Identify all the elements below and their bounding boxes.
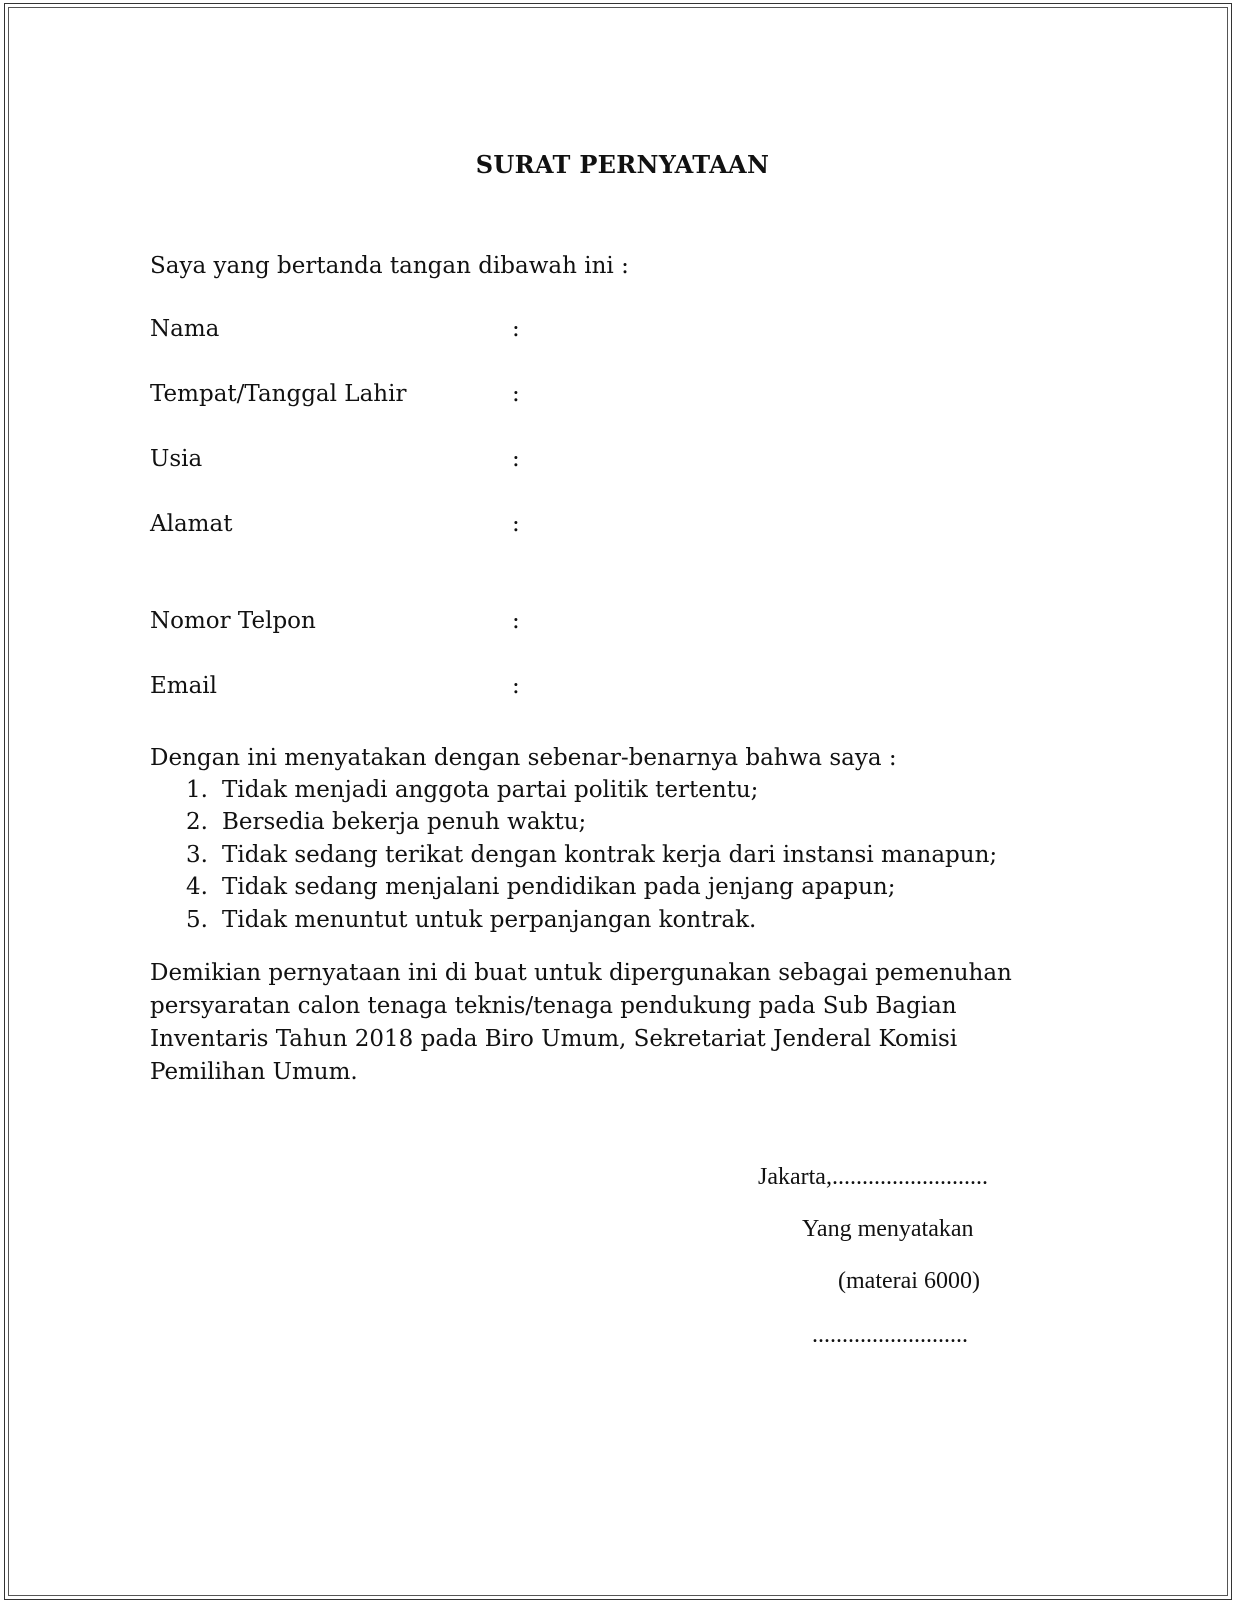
field-colon: :	[512, 673, 520, 699]
signature-materai: (materai 6000)	[838, 1268, 980, 1294]
closing-line: Demikian pernyataan ini di buat untuk dipergunakan sebagai pemenuhan	[150, 960, 1012, 986]
field-label-usia: Usia	[150, 446, 203, 472]
list-item-number: 1.	[186, 777, 208, 803]
list-item-number: 4.	[186, 874, 208, 900]
list-item-text: Tidak menjadi anggota partai politik tertentu;	[222, 777, 759, 803]
list-item-number: 2.	[186, 809, 208, 835]
field-label-alamat: Alamat	[150, 511, 233, 537]
statement-text: Dengan ini menyatakan dengan sebenar-benarnya bahwa saya :	[150, 745, 897, 771]
document-title: SURAT PERNYATAAN	[475, 150, 770, 179]
field-label-nama: Nama	[150, 316, 220, 342]
list-item-number: 3.	[186, 842, 208, 868]
list-item-text: Tidak menuntut untuk perpanjangan kontrak.	[222, 907, 757, 933]
list-item-number: 5.	[186, 907, 208, 933]
closing-line: Inventaris Tahun 2018 pada Biro Umum, Sekretariat Jenderal Komisi	[150, 1026, 958, 1052]
field-label-tempat-tanggal-lahir: Tempat/Tanggal Lahir	[150, 381, 407, 407]
field-colon: :	[512, 446, 520, 472]
field-label-nomor-telpon: Nomor Telpon	[150, 608, 316, 634]
closing-line: Pemilihan Umum.	[150, 1059, 358, 1085]
list-item-text: Tidak sedang menjalani pendidikan pada jenjang apapun;	[222, 874, 896, 900]
signature-place-date: Jakarta,..........................	[758, 1164, 988, 1190]
field-colon: :	[512, 381, 520, 407]
closing-paragraph	[150, 957, 1050, 1089]
signature-yang-menyatakan: Yang menyatakan	[802, 1216, 974, 1242]
list-item-text: Tidak sedang terikat dengan kontrak kerja dari instansi manapun;	[222, 842, 998, 868]
closing-line: persyaratan calon tenaga teknis/tenaga pendukung pada Sub Bagian	[150, 993, 957, 1019]
field-label-email: Email	[150, 673, 218, 699]
list-item-text: Bersedia bekerja penuh waktu;	[222, 809, 587, 835]
field-colon: :	[512, 511, 520, 537]
signature-name-line: ..........................	[812, 1322, 968, 1348]
field-colon: :	[512, 316, 520, 342]
intro-text: Saya yang bertanda tangan dibawah ini :	[150, 253, 629, 279]
field-colon: :	[512, 608, 520, 634]
